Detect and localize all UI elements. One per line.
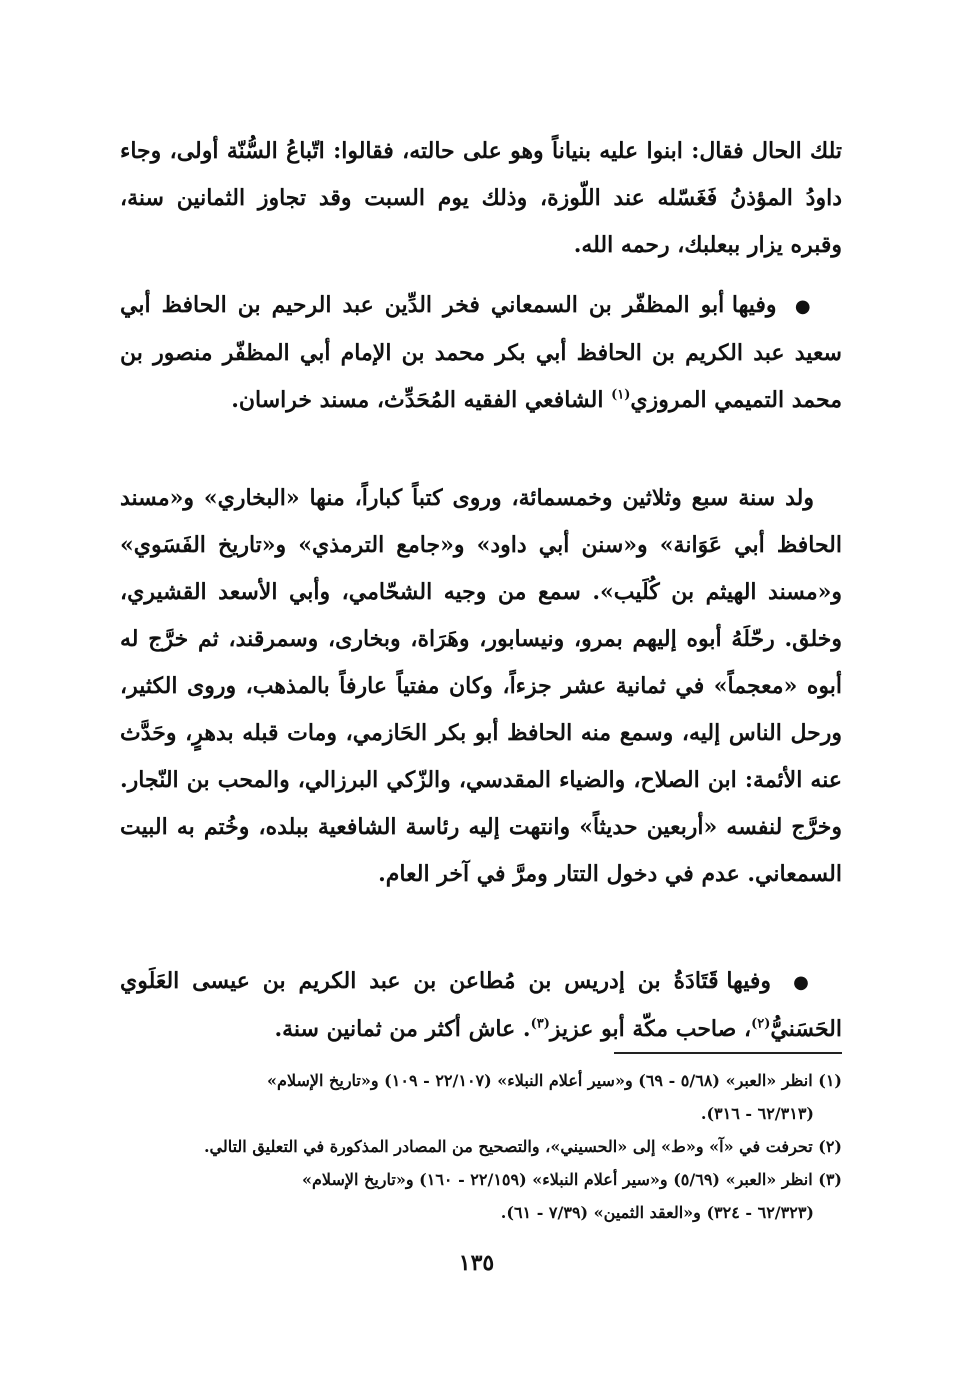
paragraph-2 <box>120 282 842 424</box>
footnote-divider <box>614 1052 842 1054</box>
paragraph-4-text-c: . عاش أكثر من ثمانين سنة. <box>274 1016 531 1042</box>
footnote-1-line-2: (٦٢/٣١٣ - ٣١٦). <box>700 1104 814 1123</box>
footnote-2 <box>120 1130 842 1163</box>
footnote-3-continuation <box>120 1196 842 1229</box>
footnote-3 <box>120 1163 842 1196</box>
footnotes <box>120 1064 842 1229</box>
footnote-ref-2[interactable]: (٢) <box>751 1016 771 1032</box>
footnote-1-continuation <box>120 1097 842 1130</box>
bullet-icon: ● <box>787 972 814 993</box>
footnote-1 <box>120 1064 842 1097</box>
footnote-ref-3[interactable]: (٣) <box>530 1016 550 1032</box>
paragraph-4 <box>120 958 842 1053</box>
bullet-icon: ● <box>791 296 814 317</box>
paragraph-4-text-b: ، صاحب مكّة أبو عزيز <box>549 1016 752 1042</box>
page-number: ١٣٥ <box>458 1250 495 1276</box>
footnote-1-line-1: (١) انظر «العبر» (٥/٦٨ - ٦٩) و«سير أعلام النبلاء» (٢٢/١٠٧ - ١٠٩) و«تاريخ الإسلام» <box>267 1071 842 1090</box>
paragraph-1-text: تلك الحال فقال: ابنوا عليه بنياناً وهو على حالته، فقالوا: اتّباعُ السُّنّة أولى، وجاء داودُ المؤذنُ فَغَسّله عند اللّوزة، وذلك يوم السبت وقد تجاوز الثمانين سنة، وقبره يزار ببعلبك، رحمه الله. <box>120 138 842 258</box>
paragraph-2-end: الشافعي الفقيه المُحَدِّث، مسند خراسان. <box>231 387 612 413</box>
paragraph-3-text: ولد سنة سبع وثلاثين وخمسمائة، وروى كتباً كباراً، منها «البخاري» و«مسند الحافظ أبي عَوَانة» و«سنن أبي داود» و«جامع الترمذي» و«تاريخ الفَسَوي» و«مسند الهيثم بن كُلَيب». سمع من وجيه الشحّامي، وأبي الأسعد القشيري، وخلق. رحّلَهُ أبوه إليهم بمرو، ونيسابور، وهَرَاة، وبخارى، وسمرقند، ثم خرَّج له أبوه «معجماً» في ثمانية عشر جزءاً، وكان مفتياً عارفاً بالمذهب، وروى الكثير، ورحل الناس إليه، وسمع منه الحافظ أبو بكر الحَازمي، ومات قبله بدهرٍ، وحَدَّث عنه الأئمة: ابن الصلاح، والضياء المقدسي، والزّكي البرزالي، والمحب بن النّجار. وخرَّج لنفسه «أربعين حديثاً» وانتهت إليه رئاسة الشافعية ببلده، وخُتم به البيت السمعاني. عدم في دخول التتار ومرَّ في آخر العام. <box>120 485 842 887</box>
paragraph-1 <box>120 128 842 269</box>
paragraph-3 <box>120 475 842 898</box>
footnote-3-line-2: (٦٢/٣٢٣ - ٣٢٤) و«العقد الثمين» (٧/٣٩ - ٦١). <box>500 1203 814 1222</box>
footnote-3-line-1: (٣) انظر «العبر» (٥/٦٩) و«سير أعلام النبلاء» (٢٢/١٥٩ - ١٦٠) و«تاريخ الإسلام» <box>302 1170 842 1189</box>
paragraph-2-text: وفيها أبو المظفّر بن السمعاني فخر الدِّين عبد الرحيم بن الحافظ أبي سعيد عبد الكريم بن الحافظ أبي بكر محمد بن الإمام أبي المظفّر منصور بن محمد التميمي المروزي <box>120 292 842 413</box>
footnote-ref-1[interactable]: (١) <box>611 387 631 403</box>
paragraph-4-text-a: وفيها قَتَادَةُ بن إدريس بن مُطاعن بن عبد الكريم بن عيسى العَلَوي الحَسَنيُّ <box>120 968 842 1042</box>
footnote-2-text: (٢) تحرفت في «آ» و«ط» إلى «الحسيني»، والتصحيح من المصادر المذكورة في التعليق التالي. <box>203 1137 842 1156</box>
